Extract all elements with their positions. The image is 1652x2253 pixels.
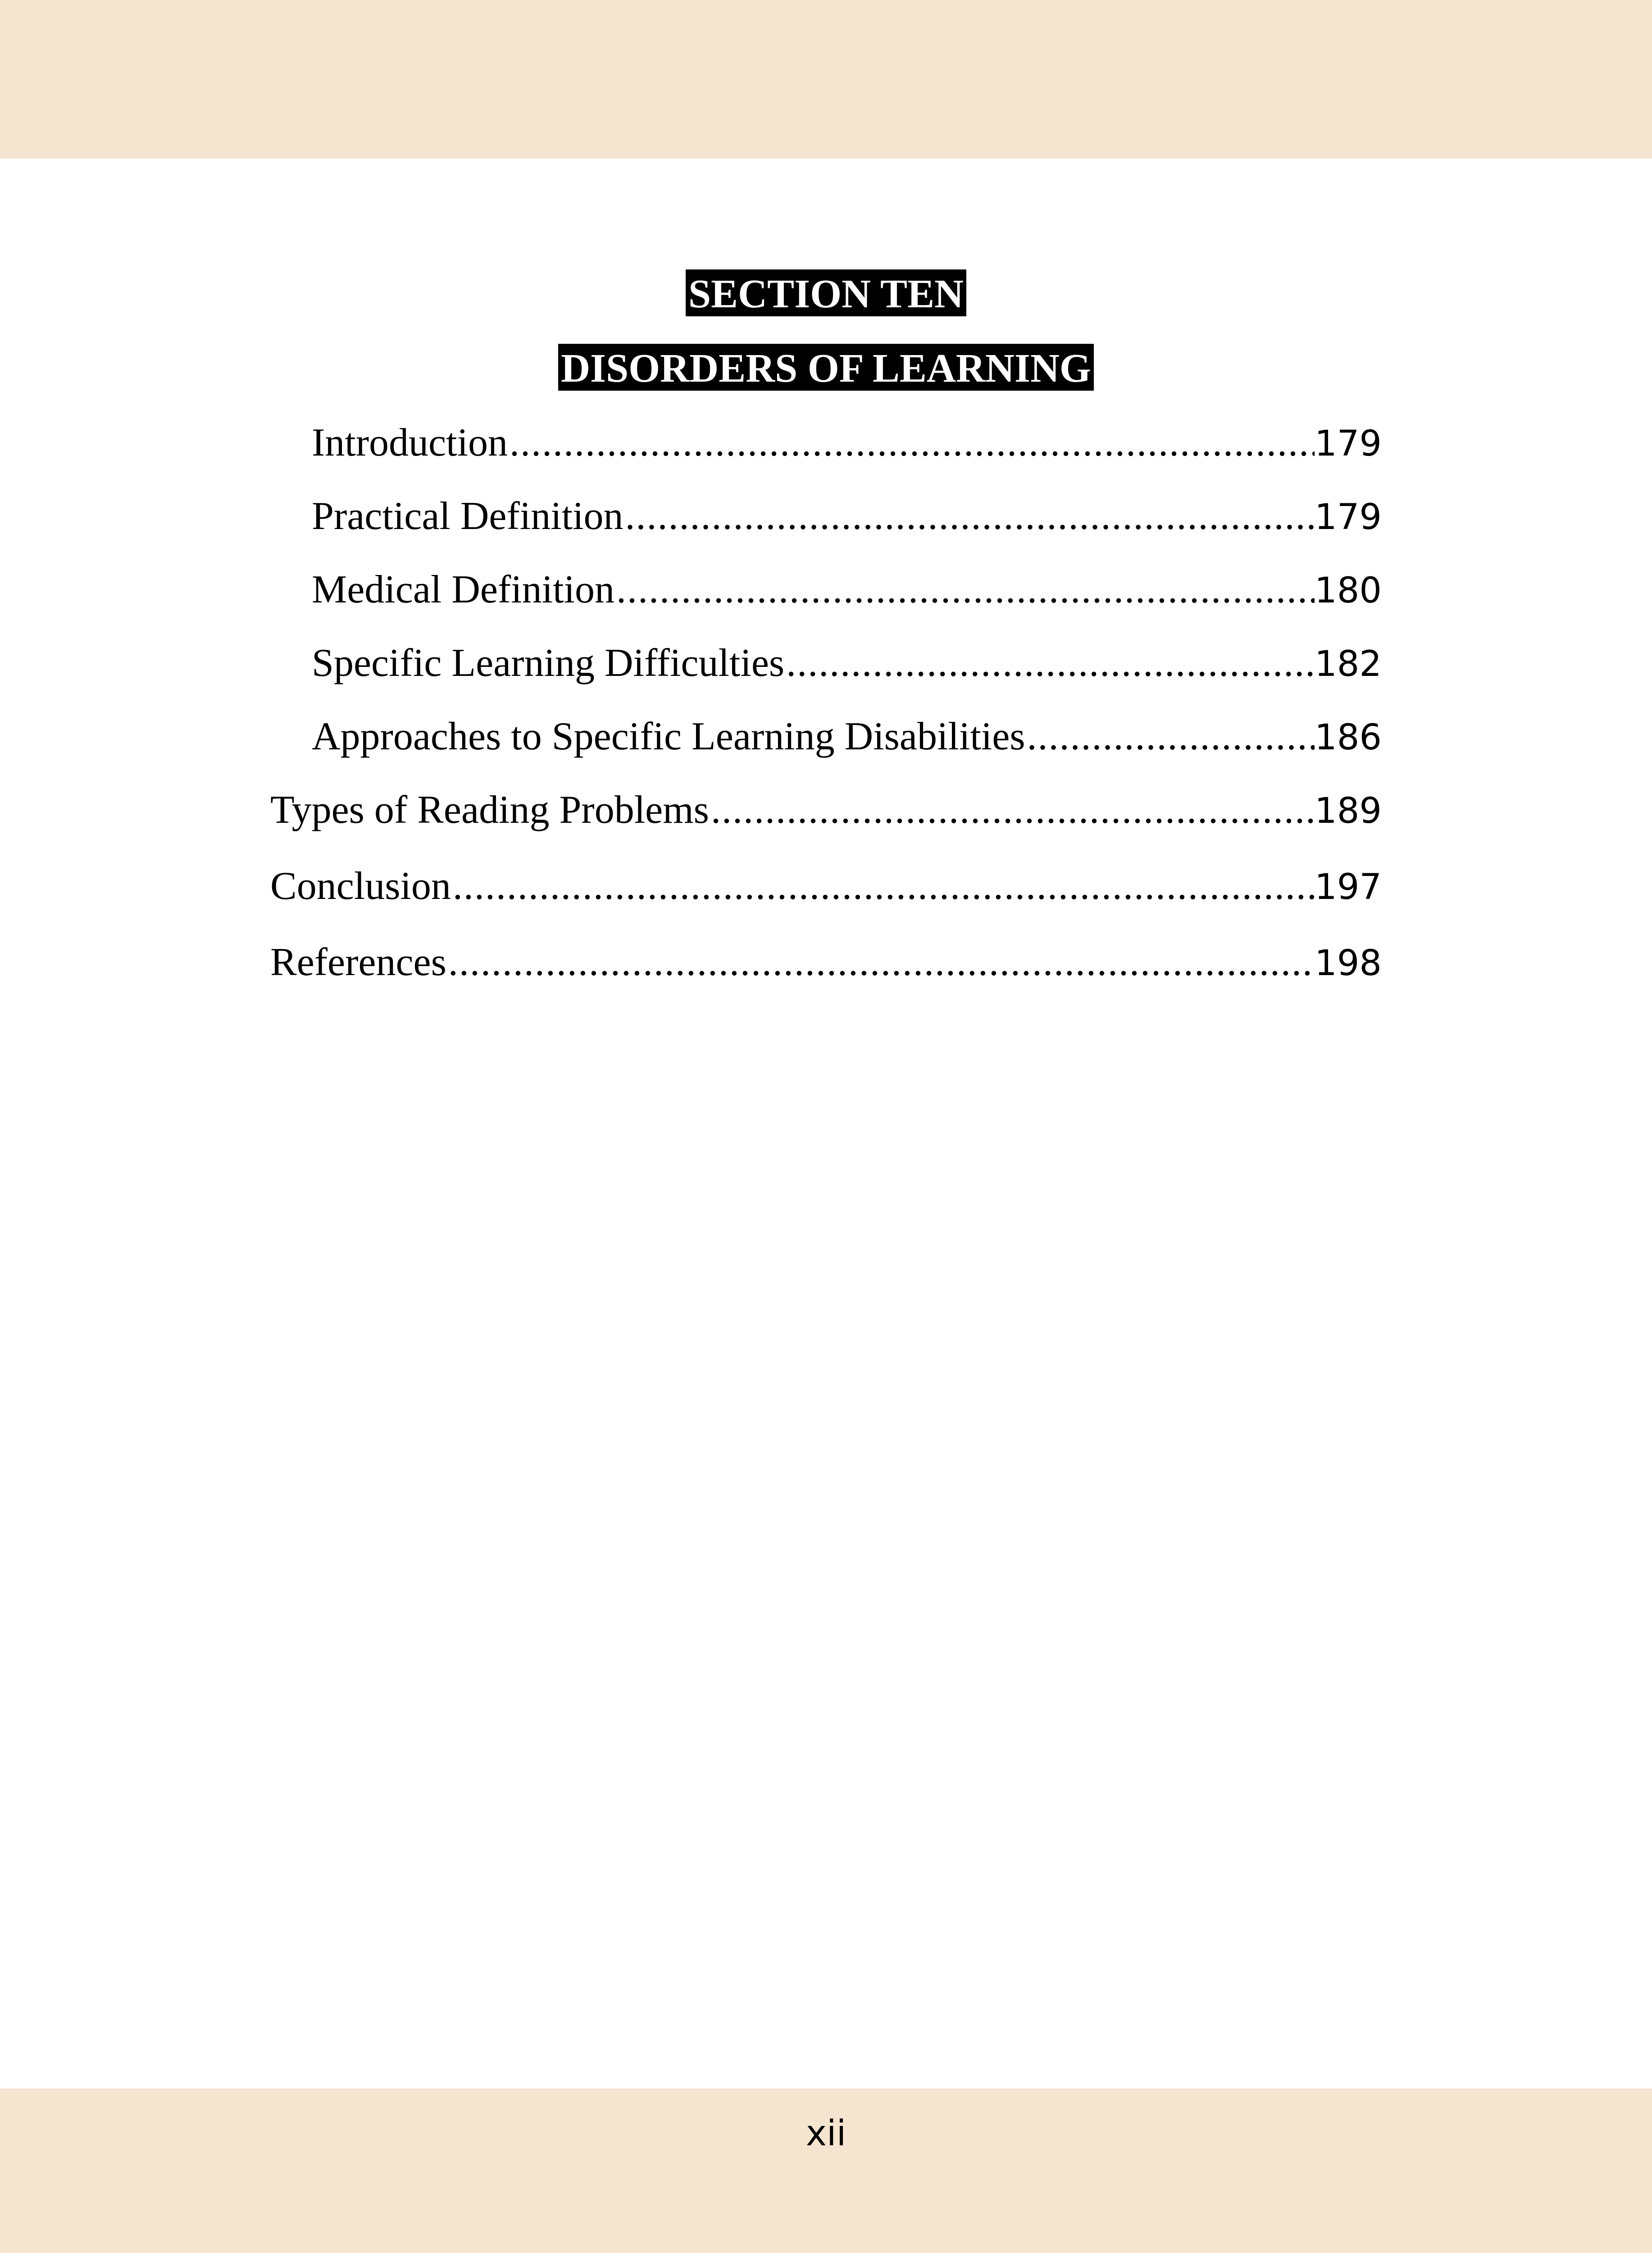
toc-entry-specific-learning-difficulties[interactable] [312, 640, 1382, 690]
toc-entry-page: 182 [1315, 644, 1382, 684]
toc-leader-dots [709, 787, 1315, 833]
toc-entry-title: References [270, 940, 446, 984]
toc-entry-page: 198 [1315, 943, 1382, 984]
toc-entry-page: 179 [1315, 497, 1382, 538]
toc-entry-title: Specific Learning Difficulties [312, 641, 785, 685]
toc-leader-dots [508, 420, 1315, 465]
toc-entry-conclusion[interactable] [270, 863, 1382, 913]
toc-entry-page: 189 [1315, 791, 1382, 831]
section-label-text: SECTION TEN [686, 269, 966, 316]
toc-leader-dots [784, 640, 1315, 686]
toc-entry-page: 186 [1315, 717, 1382, 758]
toc-entry-title: Introduction [312, 421, 508, 465]
toc-entry-title: Medical Definition [312, 568, 615, 611]
section-title-text: DISORDERS OF LEARNING [558, 344, 1094, 391]
toc-entry-page: 197 [1315, 867, 1382, 908]
page-number: xii [806, 2113, 846, 2154]
toc-leader-dots [446, 940, 1315, 985]
toc-entry-practical-definition[interactable] [312, 493, 1382, 543]
toc-entry-title: Practical Definition [312, 494, 623, 538]
toc-leader-dots [623, 493, 1315, 539]
toc-leader-dots [451, 863, 1315, 909]
toc-entry-introduction[interactable] [312, 420, 1382, 470]
toc-entry-medical-definition[interactable] [312, 567, 1382, 616]
toc-entry-types-of-reading-problems[interactable] [270, 787, 1382, 837]
toc-entry-title: Types of Reading Problems [270, 788, 709, 832]
toc-leader-dots [1025, 714, 1315, 759]
toc-entry-page: 180 [1315, 570, 1382, 611]
toc-entry-approaches[interactable] [312, 714, 1382, 763]
toc-entry-page: 179 [1315, 424, 1382, 464]
toc-entry-title: Conclusion [270, 864, 451, 908]
toc-leader-dots [614, 567, 1315, 612]
toc-entry-references[interactable] [270, 940, 1382, 989]
toc-entry-title: Approaches to Specific Learning Disabilities [312, 715, 1025, 758]
